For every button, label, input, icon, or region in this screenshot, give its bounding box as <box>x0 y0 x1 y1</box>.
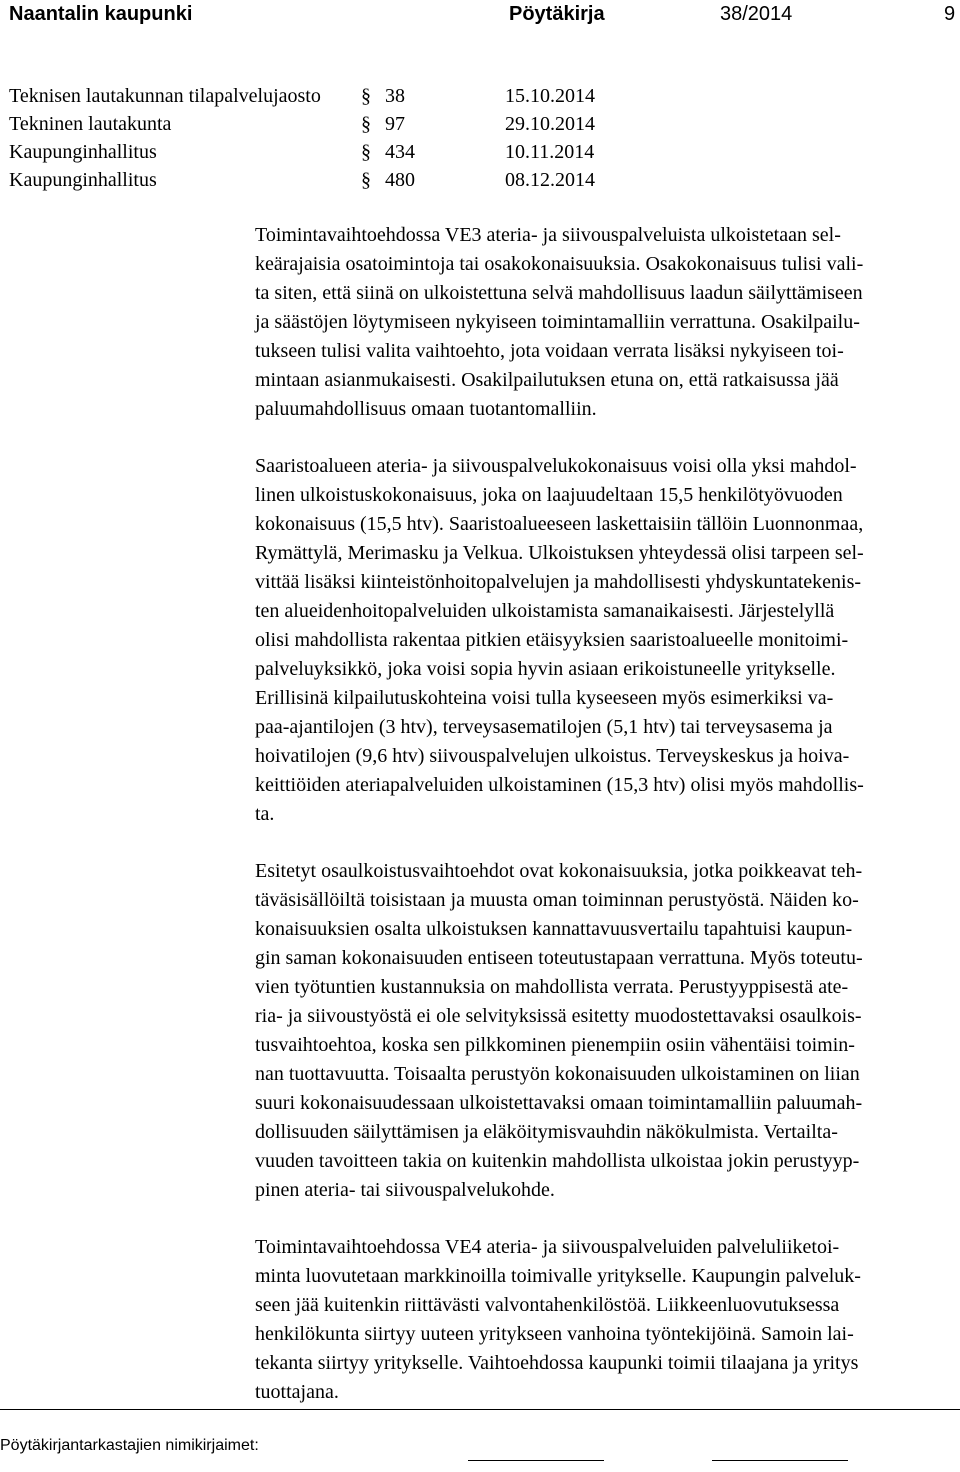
paragraph-osaulkoistus: Esitetyt osaulkoistusvaihtoehdot ovat kokonaisuuksia, jotka poikkeavat teh- täväsisällöiltä toisistaan ja muusta oman toiminnan perustyöstä. Näiden ko- konaisuuksien osalta ulkoistuksen kannattavuusvertailu tapahtuisi kaupun- gin saman kokonaisuuden entiseen toteutustapaan verrattuna. Myös toteutu- vien työtuntien kustannuksia on mahdollista verrata. Perustyyppisestä ate- ria- ja siivoustyöstä ei ole selvityksissä esitetty muodostettavaksi osaulkois- tusvaihtoehtoa, koska sen pilkkominen pienempiin osiin vähentäisi toimin- nan tuottavuutta. Toisaalta perustyön kokonaisuuden ulkoistaminen on liian suuri kokonaisuudessaan ulkoistettavaksi omaan toimintamalliin paluumah- dollisuuden säilyttämisen ja eläköitymisvauhdin näkökulmista. Vertailta- vuuden tavoitteen takia on kuitenkin mahdollista ulkoistaa jokin perustyyp- pinen ateria- tai siivouspalvelukohde. <box>255 860 863 1201</box>
handling-row <box>9 110 809 138</box>
document-body <box>255 221 960 1435</box>
signature-line <box>712 1460 848 1461</box>
paragraph-ve3: Toimintavaihtoehdossa VE3 ateria- ja siivouspalveluista ulkoistetaan sel- keärajaisia osatoimintoja tai osakokonaisuuksia. Osakokonaisuus tulisi vali- ta siten, että siinä on ulkoistettuna selvä mahdollisuus laadun säilyttämiseen ja säästöjen löytymiseen nykyiseen toimintamalliin verrattuna. Osakilpailu- tukseen tulisi valita vaihtoehto, jota voidaan verrata lisäksi nykyiseen toi- mintaan asianmukaisesti. Osakilpailutuksen etuna on, että ratkaisussa jää paluumahdollisuus omaan tuotantomalliin. <box>255 224 864 420</box>
handling-date: 10.11.2014 <box>505 141 595 163</box>
paragraph-saaristo: Saaristoalueen ateria- ja siivouspalvelukokonaisuus voisi olla yksi mahdol- linen ulkoistuskokonaisuus, joka on laajuudeltaan 15,5 henkilötyövuoden kokonaisuus (15,5 htv). Saaristoalueeseen laskettaisiin tällöin Luonnonmaa, Rymättylä, Merimasku ja Velkua. Ulkoistuksen yhteydessä olisi tarpeen sel- vittää lisäksi kiinteistönhoitopalvelujen ja mahdollisesti yhdyskuntatekenis- ten alueidenhoitopalveluiden ulkoistamista samanaikaisesti. Järjestelyllä olisi mahdollista rakentaa pitkien etäisyyksien saaristoalueelle monitoimi- palveluyksikkö, joka voisi sopia hyvin asiaan erikoistuneelle yritykselle. Erillisinä kilpailutuskohteina voisi tulla kyseeseen myös esimerkiksi va- paa-ajantilojen (3 htv), terveysasematilojen (5,1 htv) tai terveysasema ja hoivatilojen (9,6 htv) siivouspalvelujen ulkoistus. Terveyskeskus ja hoiva- keittiöiden ateriapalveluiden ulkoistaminen (15,3 htv) olisi myös mahdollis- ta. <box>255 455 864 825</box>
handling-row <box>9 166 809 194</box>
handling-body: Tekninen lautakunta <box>9 113 172 135</box>
handling-body: Teknisen lautakunnan tilapalvelujaosto <box>9 85 321 107</box>
handling-history <box>9 82 809 194</box>
handling-date: 08.12.2014 <box>505 169 595 191</box>
handling-section: § 434 <box>385 138 415 166</box>
handling-date: 15.10.2014 <box>505 85 595 107</box>
handling-body: Kaupunginhallitus <box>9 141 157 163</box>
page-header <box>9 0 960 34</box>
footer-divider <box>0 1409 960 1410</box>
handling-date: 29.10.2014 <box>505 113 595 135</box>
signature-line <box>468 1460 604 1461</box>
document-number: 38/2014 <box>720 3 793 25</box>
handling-section: § 97 <box>385 110 405 138</box>
page-number: 9 <box>944 3 956 25</box>
document-type: Pöytäkirja <box>509 3 605 25</box>
handling-section: § 38 <box>385 82 405 110</box>
handling-section: § 480 <box>385 166 415 194</box>
handling-row <box>9 82 809 110</box>
paragraph-ve4: Toimintavaihtoehdossa VE4 ateria- ja siivouspalveluiden palveluliiketoi- minta luovutetaan markkinoilla toimivalle yritykselle. Kaupungin palveluk- seen jää kuitenkin riittävästi valvontahenkilöstöä. Liikkeenluovutuksessa henkilökunta siirtyy uuteen yritykseen vanhoina työntekijöinä. Samoin lai- tekanta siirtyy yritykselle. Vaihtoehdossa kaupunki toimii tilaajana ja yritys tuottajana. <box>255 1236 861 1403</box>
organization-name: Naantalin kaupunki <box>9 3 193 25</box>
handling-body: Kaupunginhallitus <box>9 169 157 191</box>
signatures-label: Pöytäkirjantarkastajien nimikirjaimet: <box>0 1437 259 1454</box>
handling-row <box>9 138 809 166</box>
